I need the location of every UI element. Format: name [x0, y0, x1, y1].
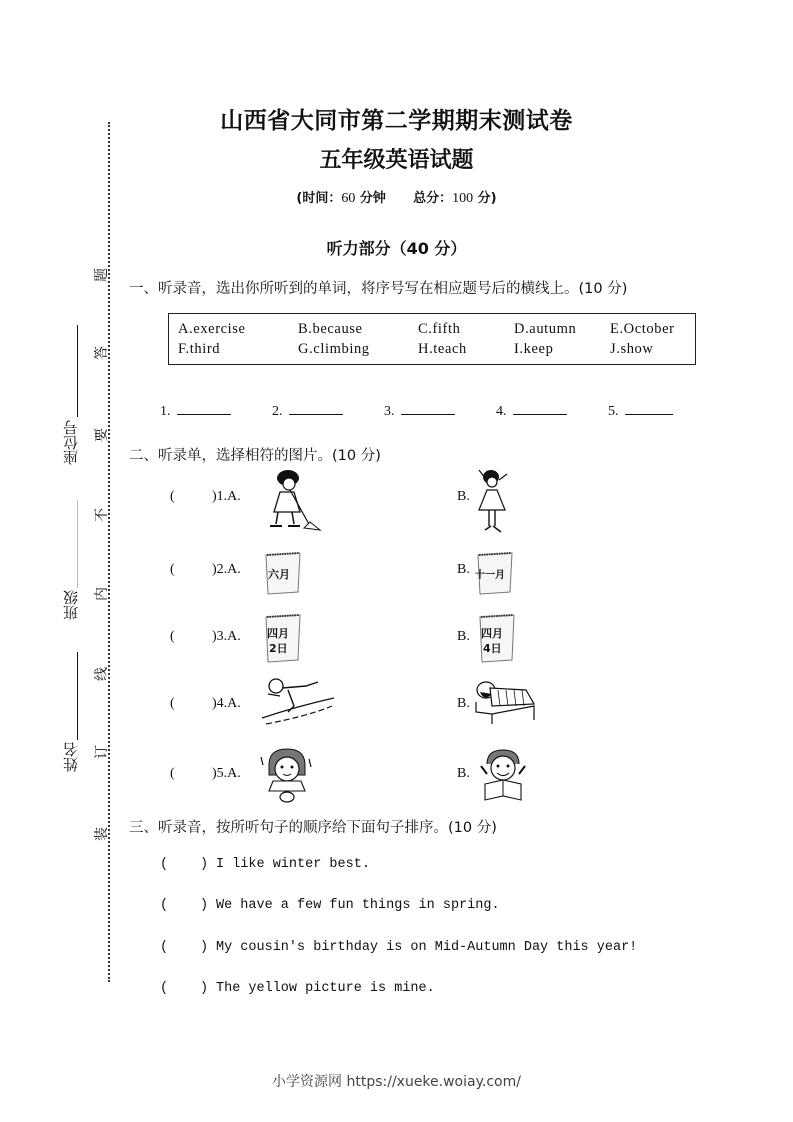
answer-line[interactable]: [289, 402, 343, 415]
calendar-june-icon: 六月: [262, 552, 298, 592]
margin-mark: 内: [94, 587, 110, 601]
blank-number: 5.: [608, 404, 619, 419]
open-paren[interactable]: (: [160, 940, 169, 955]
seat-number-field[interactable]: [77, 325, 78, 417]
sentence-text: I like winter best.: [216, 857, 370, 872]
item-label-b: B.: [457, 489, 470, 504]
open-paren[interactable]: (: [160, 981, 169, 996]
time-prefix: (时间：: [296, 191, 342, 206]
word-option: A.exercise: [178, 321, 246, 337]
score-prefix: 总分：: [413, 191, 453, 206]
margin-mark: 不: [94, 508, 110, 522]
girl-sweeping-icon: [262, 468, 322, 532]
item-label-a: )5.A.: [212, 766, 241, 781]
time-value: 60: [341, 191, 356, 206]
answer-blank-5: [608, 402, 673, 420]
close-paren: ): [200, 981, 209, 996]
answer-blank-2: [272, 402, 343, 420]
answer-line[interactable]: [177, 402, 231, 415]
open-paren[interactable]: (: [170, 489, 175, 504]
seat-number-field-ext: [77, 500, 78, 588]
score-suffix: 分): [477, 191, 497, 206]
word-option: F.third: [178, 341, 221, 357]
answer-line[interactable]: [401, 402, 455, 415]
open-paren[interactable]: (: [170, 766, 175, 781]
word-option: E.October: [610, 321, 675, 337]
name-label: 姓名: [62, 742, 80, 772]
close-paren: ): [200, 940, 209, 955]
open-paren[interactable]: (: [170, 696, 175, 711]
open-paren[interactable]: (: [170, 629, 175, 644]
item-label-a: )1.A.: [212, 489, 241, 504]
exam-title: 山西省大同市第二学期期末测试卷: [220, 108, 573, 134]
time-unit: 分钟: [359, 191, 386, 206]
item-label-b: B.: [457, 629, 470, 644]
exam-subtitle: 五年级英语试题: [319, 148, 474, 173]
margin-mark: 要: [94, 428, 110, 442]
binding-dotted-line: [108, 122, 110, 982]
calendar-april-4-icon: 四月 4日: [476, 614, 512, 654]
class-field[interactable]: [77, 652, 78, 740]
q3-heading: 三、听录音，按所听句子的顺序给下面句子排序。(10 分): [129, 820, 497, 836]
open-paren[interactable]: (: [160, 898, 169, 913]
word-option: C.fifth: [418, 321, 461, 337]
girl-listening-music-icon: [257, 745, 315, 805]
close-paren: ): [200, 898, 209, 913]
class-label: 班级: [62, 590, 80, 620]
sentence-text: My cousin's birthday is on Mid-Autumn Day this year!: [216, 940, 638, 955]
calendar-november-icon: 十一月: [474, 552, 510, 592]
calendar-april-2-icon: 四月 2日: [262, 614, 298, 654]
margin-mark: 订: [94, 745, 110, 759]
answer-blank-3: [384, 402, 455, 420]
answer-blank-1: [160, 402, 231, 420]
close-paren: ): [200, 857, 209, 872]
sentence-text: The yellow picture is mine.: [216, 981, 435, 996]
score-value: 100: [452, 191, 474, 206]
q1-heading: 一、听录音，选出你所听到的单词，将序号写在相应题号后的横线上。(10 分): [129, 281, 628, 297]
section-title: 听力部分（40 分）: [326, 239, 467, 258]
blank-number: 3.: [384, 404, 395, 419]
open-paren[interactable]: (: [170, 562, 175, 577]
sentence-text: We have a few fun things in spring.: [216, 898, 500, 913]
item-label-b: B.: [457, 696, 470, 711]
girl-waving-icon: [473, 468, 513, 536]
item-label-b: B.: [457, 766, 470, 781]
girl-reading-book-icon: [473, 746, 533, 804]
blank-number: 4.: [496, 404, 507, 419]
word-option: G.climbing: [298, 341, 370, 357]
footer-watermark: 小学资源网 https://xueke.woiay.com/: [272, 1074, 521, 1090]
word-option: B.because: [298, 321, 363, 337]
margin-mark: 题: [94, 268, 110, 282]
margin-mark: 装: [94, 827, 110, 841]
word-option: I.keep: [514, 341, 554, 357]
exam-meta: [0, 187, 793, 207]
open-paren[interactable]: (: [160, 857, 169, 872]
answer-line[interactable]: [513, 402, 567, 415]
item-label-a: )2.A.: [212, 562, 241, 577]
margin-mark: 线: [94, 667, 110, 681]
word-option: J.show: [610, 341, 654, 357]
blank-number: 2.: [272, 404, 283, 419]
word-option: H.teach: [418, 341, 467, 357]
margin-mark: 答: [94, 346, 110, 360]
word-bank-box: [168, 313, 696, 365]
item-label-b: B.: [457, 562, 470, 577]
answer-blank-4: [496, 402, 567, 420]
item-label-a: )3.A.: [212, 629, 241, 644]
seat-number-label: 座位号: [62, 420, 80, 465]
word-option: D.autumn: [514, 321, 577, 337]
blank-number: 1.: [160, 404, 171, 419]
q2-heading: 二、听录单，选择相符的图片。(10 分): [129, 448, 381, 464]
answer-line[interactable]: [625, 402, 673, 415]
boy-running-icon: [258, 676, 338, 726]
boy-sleeping-bed-icon: [472, 680, 538, 726]
item-label-a: )4.A.: [212, 696, 241, 711]
